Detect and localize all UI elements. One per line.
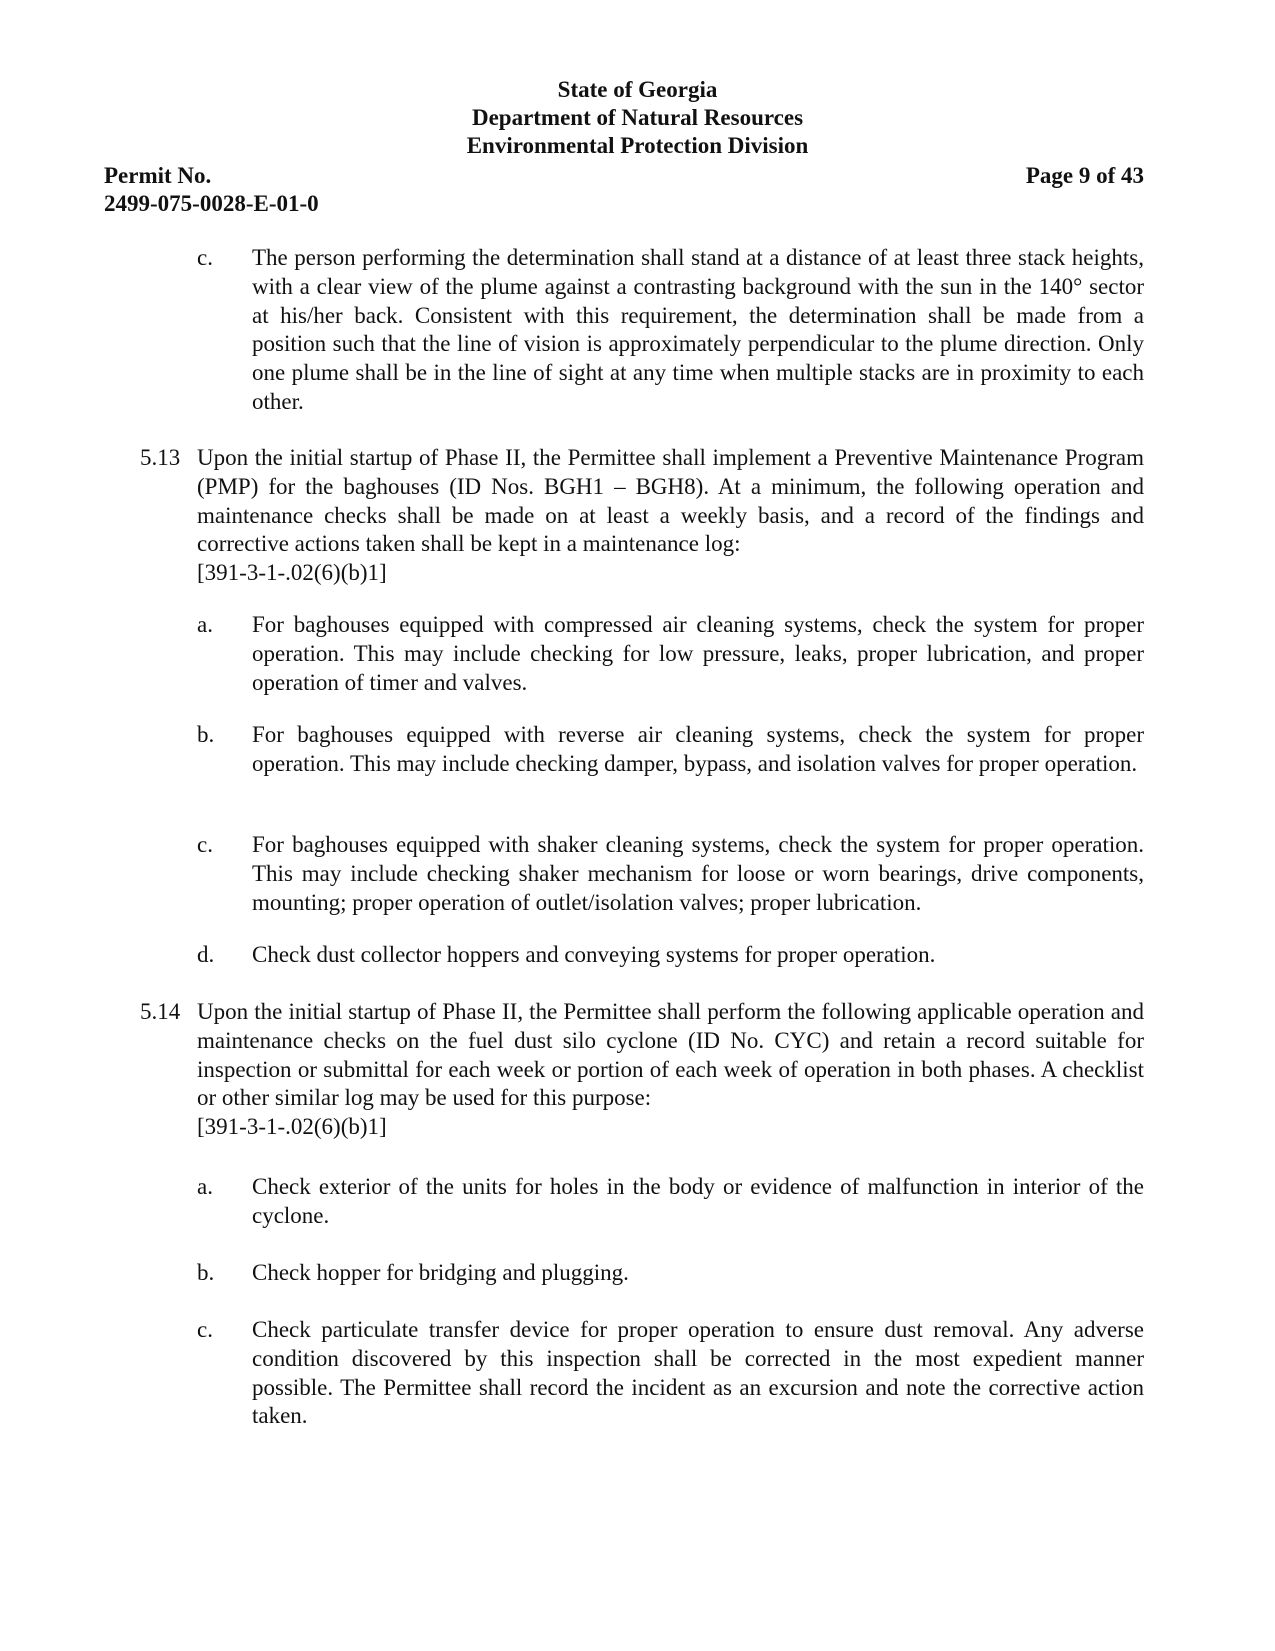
section-number: 5.14: [140, 999, 181, 1024]
list-item-text: Check hopper for bridging and plugging.: [252, 1260, 629, 1285]
list-item-letter: a.: [197, 1174, 213, 1199]
list-item-letter: c.: [197, 1317, 213, 1342]
section-paragraph: [197, 998, 1144, 1142]
list-item-letter: b.: [197, 722, 215, 747]
list-item-text: For baghouses equipped with shaker cleaning systems, check the system for proper operation. This may include checking shaker mechanism for loose or worn bearings, drive components, mounting; proper operation of outlet/isolation valves; proper lubrication.: [252, 832, 1144, 915]
list-item-letter: b.: [197, 1260, 215, 1285]
section-number: 5.13: [140, 445, 181, 470]
permit-number: 2499-075-0028-E-01-0: [104, 191, 319, 216]
list-item-text: Check dust collector hoppers and conveying systems for proper operation.: [252, 942, 936, 967]
header-division: Environmental Protection Division: [466, 133, 809, 158]
list-item-text: Check particulate transfer device for proper operation to ensure dust removal. Any adverse condition discovered by this inspection shall be corrected in the most expedient manner possible. The Permittee shall record the incident as an excursion and note the corrective action taken.: [252, 1317, 1144, 1429]
list-item-letter: a.: [197, 612, 213, 637]
list-item-text: For baghouses equipped with compressed air cleaning systems, check the system for proper operation. This may include checking for low pressure, leaks, proper lubrication, and proper operation of timer and valves.: [252, 612, 1144, 695]
list-item-text: For baghouses equipped with reverse air cleaning systems, check the system for proper operation. This may include checking damper, bypass, and isolation valves for proper operation.: [252, 722, 1144, 776]
list-item-letter: d.: [197, 942, 215, 967]
section-citation: [391-3-1-.02(6)(b)1]: [197, 560, 387, 586]
header-department: Department of Natural Resources: [471, 105, 804, 130]
list-item-letter: c.: [197, 245, 213, 270]
agency-header: [0, 76, 1275, 160]
section-citation: [391-3-1-.02(6)(b)1]: [197, 1114, 387, 1140]
section-text: Upon the initial startup of Phase II, the Permittee shall implement a Preventive Maintenance Program (PMP) for the baghouses (ID Nos. BGH1 – BGH8). At a minimum, the following operation and maintenance checks shall be made on at least a weekly basis, and a record of the findings and corrective actions taken shall be kept in a maintenance log:: [197, 445, 1144, 557]
list-item-text: The person performing the determination shall stand at a distance of at least three stack heights, with a clear view of the plume against a contrasting background with the sun in the 140° sector at his/her back. Consistent with this requirement, the determination shall be made from a position such that the line of vision is approximately perpendicular to the plume direction. Only one plume shall be in the line of sight at any time when multiple stacks are in proximity to each other.: [252, 245, 1144, 414]
section-paragraph: [197, 444, 1144, 588]
header-state: State of Georgia: [557, 77, 718, 102]
page-number: Page 9 of 43: [1025, 163, 1144, 188]
list-item-letter: c.: [197, 832, 213, 857]
permit-label: Permit No.: [104, 163, 212, 188]
section-text: Upon the initial startup of Phase II, the Permittee shall perform the following applicable operation and maintenance checks on the fuel dust silo cyclone (ID No. CYC) and retain a record suitable for inspection or submittal for each week or portion of each week of operation in both phases. A checklist or other similar log may be used for this purpose:: [197, 999, 1144, 1111]
list-item-text: Check exterior of the units for holes in the body or evidence of malfunction in interior of the cyclone.: [252, 1174, 1144, 1228]
